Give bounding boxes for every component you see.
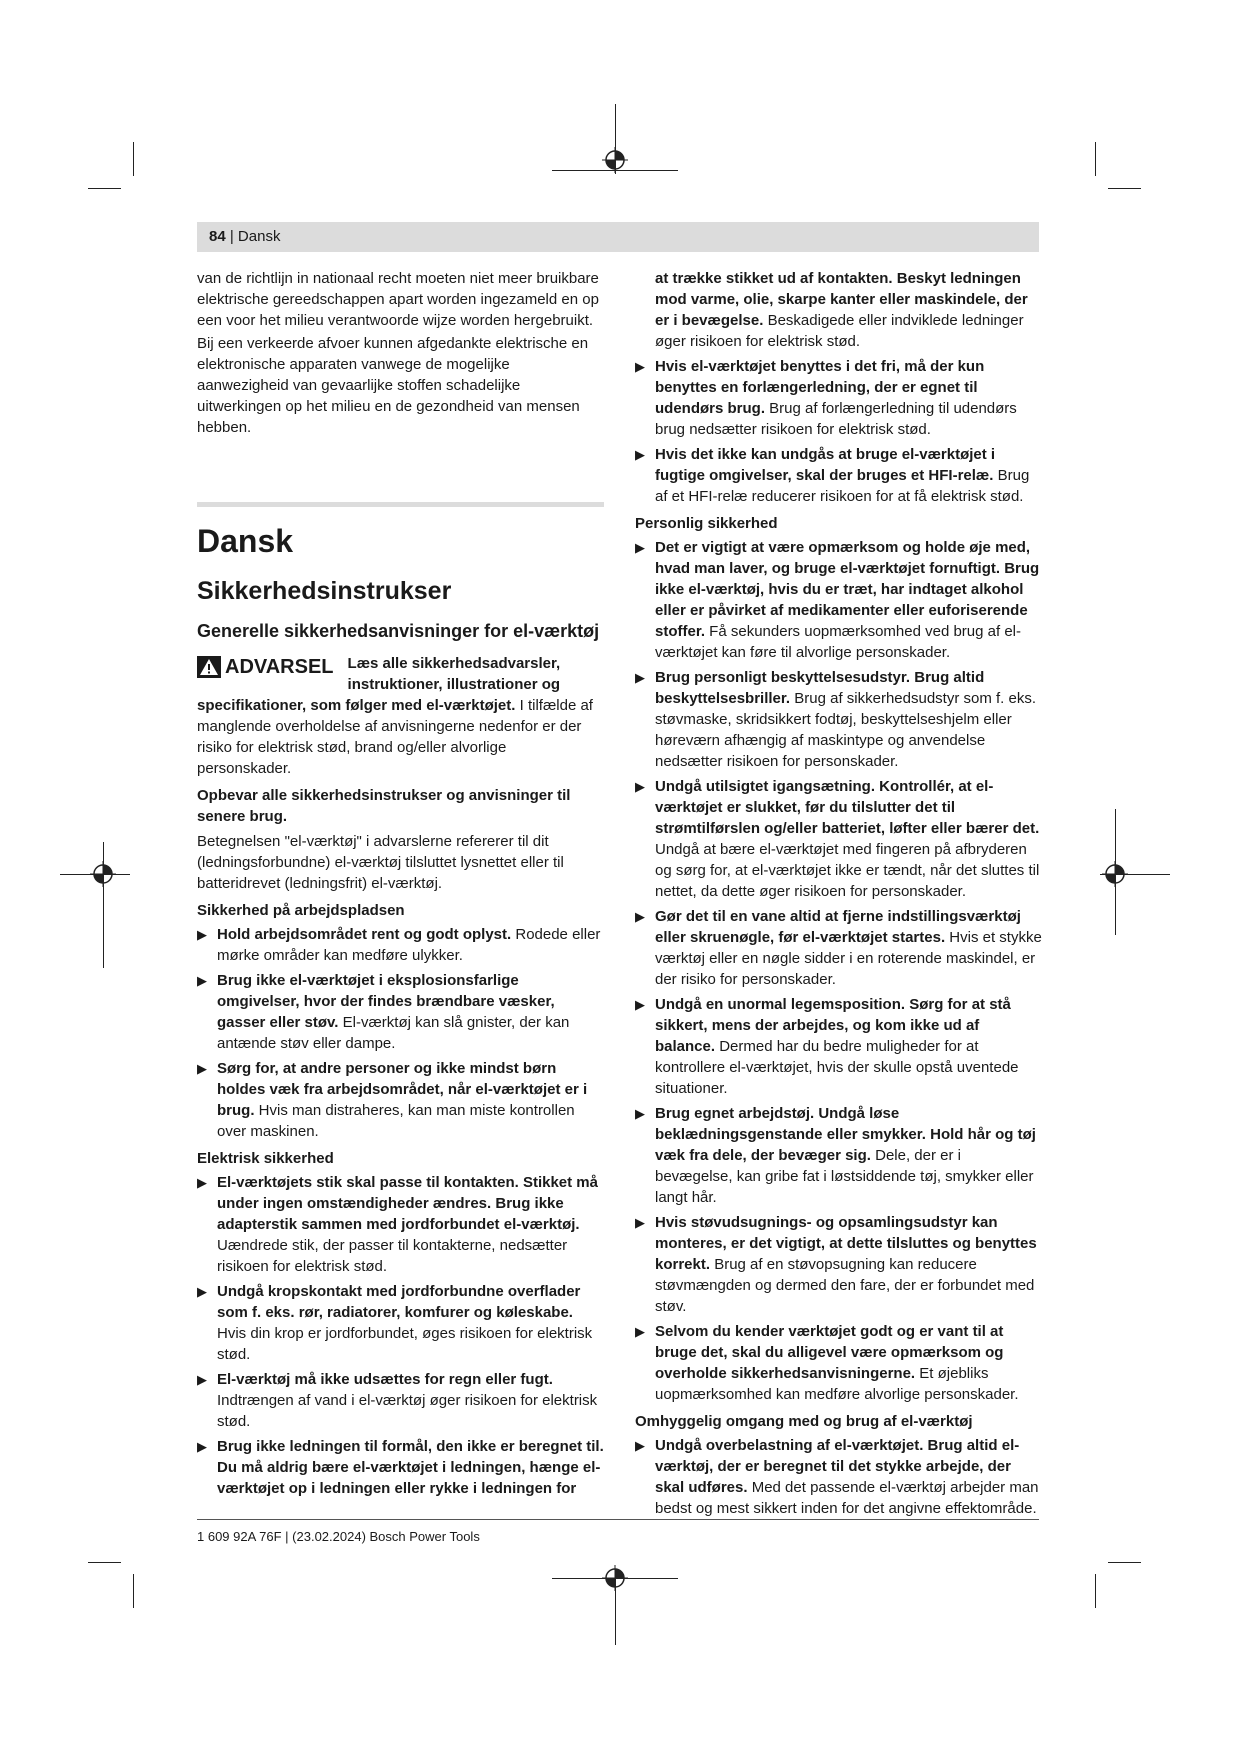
warning-triangle-icon <box>197 656 221 678</box>
warning-text: I tilfælde af manglende overholdelse af anvisningerne nedenfor er der risiko for elektrisk stød, brand og/eller alvorlige personskader. <box>197 697 593 777</box>
definition-paragraph: Betegnelsen "el-værktøj" i advarslerne refererer til dit (ledningsforbundne) el-værktøj tilsluttet lysnettet eller til batteridrevet (ledningsfrit) el-værktøj. <box>197 833 564 892</box>
item-text: Hvis din krop er jordforbundet, øges risikoen for elektrisk stød. <box>217 1325 593 1363</box>
bullet-arrow-icon: ▶ <box>635 1438 645 1453</box>
section-subtitle: Sikkerhedsinstrukser <box>197 577 452 605</box>
item-bold: Brug personligt beskyttelsesudstyr. Brug altid beskyttelsesbriller. <box>655 669 985 707</box>
registration-mark-icon <box>602 147 628 173</box>
item-bold: Gør det til en vane altid at fjerne indstillingsværktøj eller skruenøgle, før el-værktøjet startes. <box>655 908 1021 946</box>
bullet-arrow-icon: ▶ <box>635 447 645 462</box>
registration-mark-icon <box>90 861 116 887</box>
keep-note: Opbevar alle sikkerhedsinstrukser og anvisninger til senere brug. <box>197 787 571 825</box>
item-bold: Brug ikke el-værktøjet i eksplosionsfarlige omgivelser, hvor der findes brændbare væsker, gasser eller støv. <box>217 972 555 1031</box>
item-bold: Hvis el-værktøjet benyttes i det fri, må der kun benyttes en forlængerledning, der er egnet til udendørs brug. <box>655 358 985 417</box>
item-text: Beskadigede eller indviklede ledninger øger risikoen for elektrisk stød. <box>655 312 1024 350</box>
intro-paragraph: van de richtlijn in nationaal recht moeten niet meer bruikbare elektrische gereedschappen apart worden ingezameld en op een voor het milieu verantwoorde wijze worden hergebruikt. <box>197 270 599 329</box>
crop-mark <box>1108 188 1141 189</box>
list-item <box>635 268 1042 352</box>
electrical-list-continued <box>635 268 1042 507</box>
footer-divider <box>197 1519 1039 1520</box>
crop-mark <box>88 1562 121 1563</box>
header-language: Dansk <box>237 228 281 245</box>
section-subheading: Generelle sikkerhedsanvisninger for el-værktøj <box>197 621 600 641</box>
list-item <box>635 1212 1042 1317</box>
list-item <box>197 1172 604 1277</box>
crop-mark <box>1095 1574 1096 1608</box>
crop-mark <box>1095 142 1096 176</box>
bullet-arrow-icon: ▶ <box>635 997 645 1012</box>
item-text: Indtrængen af vand i el-værktøj øger risikoen for elektrisk stød. <box>217 1392 598 1430</box>
list-item <box>635 667 1042 772</box>
list-item <box>635 537 1042 663</box>
item-text: Et øjebliks uopmærksomhed kan medføre alvorlige personskader. <box>655 1365 1019 1403</box>
bullet-arrow-icon: ▶ <box>197 1284 207 1299</box>
registration-mark-icon <box>1102 861 1128 887</box>
electrical-list <box>197 1172 604 1499</box>
personal-list <box>635 537 1042 1405</box>
list-item <box>635 444 1042 507</box>
right-column <box>635 268 1042 1523</box>
page-footer: 1 609 92A 76F | (23.02.2024) Bosch Power Tools <box>197 1529 480 1544</box>
item-bold: Sørg for, at andre personer og ikke mindst børn holdes væk fra arbejdsområdet, når el-værktøjet er i brug. <box>217 1060 588 1119</box>
list-item <box>635 994 1042 1099</box>
item-bold: Hvis det ikke kan undgås at bruge el-værktøjet i fugtige omgivelser, skal der bruges et HFI-relæ. <box>655 446 996 484</box>
item-text: Brug af forlængerledning til udendørs brug nedsætter risikoen for elektrisk stød. <box>655 400 1017 438</box>
list-item <box>197 1281 604 1365</box>
warning-paragraph <box>197 653 604 779</box>
warning-label <box>197 655 334 679</box>
list-item <box>635 356 1042 440</box>
item-bold: Undgå overbelastning af el-værktøjet. Brug altid el-værktøj, der er beregnet til det stykke arbejde, der skal udføres. <box>655 1437 1020 1496</box>
item-bold: El-værktøjets stik skal passe til kontakten. Stikket må under ingen omstændigheder ændres. Brug ikke adapterstik sammen med jordforbundet el-værktøj. <box>217 1174 598 1233</box>
personal-heading: Personlig sikkerhed <box>635 515 778 532</box>
bullet-arrow-icon: ▶ <box>635 1215 645 1230</box>
bullet-arrow-icon: ▶ <box>635 1324 645 1339</box>
bullet-arrow-icon: ▶ <box>197 1175 207 1190</box>
bullet-arrow-icon: ▶ <box>197 1061 207 1076</box>
item-text: Brug af en støvopsugning kan reducere støvmængden og dermed den fare, der er forbundet med støv. <box>655 1256 1035 1315</box>
careful-heading: Omhyggelig omgang med og brug af el-værktøj <box>635 1413 973 1430</box>
item-text: Rodede eller mørke områder kan medføre ulykker. <box>217 926 601 964</box>
item-text: Hvis man distraheres, kan man miste kontrollen over maskinen. <box>217 1102 575 1140</box>
warning-label-text: ADVARSEL <box>225 656 334 678</box>
item-bold: Hold arbejdsområdet rent og godt oplyst. <box>217 926 512 943</box>
list-item <box>197 1369 604 1432</box>
crop-mark <box>133 142 134 176</box>
item-bold: Undgå en unormal legemsposition. Sørg for at stå sikkert, mens der arbejdes, og kom ikke ud af balance. <box>655 996 1011 1055</box>
item-text: Brug af et HFI-relæ reducerer risikoen for at få elektrisk stød. <box>655 467 1030 505</box>
item-text: Få sekunders uopmærksomhed ved brug af el-værktøjet kan føre til alvorlige personskader. <box>655 623 1022 661</box>
item-bold: Brug egnet arbejdstøj. Undgå løse beklædningsgenstande eller smykker. Hold hår og tøj væk fra dele, der bevæger sig. <box>655 1105 1036 1164</box>
section-divider <box>197 502 604 507</box>
item-text: Hvis et stykke værktøj eller en nøgle sidder i en roterende maskindel, er der risiko for personskader. <box>655 929 1042 988</box>
item-bold: El-værktøj må ikke udsættes for regn eller fugt. <box>217 1371 553 1388</box>
bullet-arrow-icon: ▶ <box>635 670 645 685</box>
crop-mark <box>133 1574 134 1608</box>
registration-mark-icon <box>602 1565 628 1591</box>
bullet-arrow-icon: ▶ <box>197 1439 207 1454</box>
item-bold: Selvom du kender værktøjet godt og er vant til at bruge det, skal du alligevel være opmærksom og overholde sikkerhedsanvisningerne. <box>655 1323 1004 1382</box>
item-text: Dele, der er i bevægelse, kan gribe fat i løstsiddende tøj, smykker eller langt hår. <box>655 1147 1034 1206</box>
bullet-arrow-icon: ▶ <box>635 909 645 924</box>
bullet-arrow-icon: ▶ <box>197 1372 207 1387</box>
item-bold: Hvis støvudsugnings- og opsamlingsudstyr kan monteres, er det vigtigt, at dette tilsluttes og benyttes korrekt. <box>655 1214 1037 1273</box>
crop-mark <box>88 188 121 189</box>
item-text: Brug af sikkerhedsudstyr som f. eks. støvmaske, skridsikkert fodtøj, beskyttelseshjelm eller høreværn afhængig af maskintype og anvendelse nedsætter risikoen for personskader. <box>655 690 1037 770</box>
item-text: El-værktøj kan slå gnister, der kan antænde støv eller dampe. <box>217 1014 570 1052</box>
bullet-arrow-icon: ▶ <box>635 1106 645 1121</box>
section-title: Dansk <box>197 523 294 559</box>
list-item <box>197 1436 604 1499</box>
list-item <box>635 776 1042 902</box>
careful-list <box>635 1435 1042 1519</box>
page-header <box>197 222 1039 252</box>
item-text: Undgå at bære el-værktøjet med fingeren på afbryderen og sørg for, at el-værktøjet ikke er tændt, når det sluttes til nettet, da dette øger risikoen for personskader. <box>655 841 1040 900</box>
item-bold: Undgå kropskontakt med jordforbundne overflader som f. eks. rør, radiatorer, komfurer og køleskabe. <box>217 1283 581 1321</box>
item-bold: Det er vigtigt at være opmærksom og holde øje med, hvad man laver, og bruge el-værktøjet fornuftigt. Brug ikke el-værktøj, hvis du er træt, har indtaget alkohol eller er påvirket af medikamenter eller euforiserende stoffer. <box>655 539 1040 640</box>
intro-paragraph: Bij een verkeerde afvoer kunnen afgedankte elektrische en elektronische apparaten vanwege de mogelijke aanwezigheid van gevaarlijke stoffen schadelijke uitwerkingen op het milieu en de gezondheid van mensen hebben. <box>197 335 589 436</box>
header-separator: | <box>225 228 238 245</box>
item-text: Uændrede stik, der passer til kontakterne, nedsætter risikoen for elektrisk stød. <box>217 1237 568 1275</box>
list-item <box>635 906 1042 990</box>
bullet-arrow-icon: ▶ <box>197 927 207 942</box>
page-number: 84 <box>209 228 226 245</box>
warning-bold: Læs alle sikkerhedsadvarsler, instruktioner, illustrationer og specifikationer, som følger med el-værktøjet. <box>197 655 561 714</box>
item-text: Med det passende el-værktøj arbejder man bedst og mest sikkert inden for det angivne effektområde. <box>655 1479 1039 1517</box>
bullet-arrow-icon: ▶ <box>635 779 645 794</box>
item-text: Dermed har du bedre muligheder for at kontrollere el-værktøjet, hvis der skulle opstå uventede situationer. <box>655 1038 1019 1097</box>
list-item <box>197 970 604 1054</box>
item-bold: Undgå utilsigtet igangsætning. Kontrollér, at el-værktøjet er slukket, før du tilslutter det til strømtilførslen og/eller batteriet, løfter eller bærer det. <box>655 778 1040 837</box>
list-item <box>635 1321 1042 1405</box>
bullet-arrow-icon: ▶ <box>635 359 645 374</box>
crop-mark <box>1108 1562 1141 1563</box>
list-item <box>635 1103 1042 1208</box>
item-bold: at trække stikket ud af kontakten. Beskyt ledningen mod varme, olie, skarpe kanter eller maskindele, der er i bevægelse. <box>655 270 1028 329</box>
workplace-heading: Sikkerhed på arbejdspladsen <box>197 902 405 919</box>
workplace-list <box>197 924 604 1142</box>
list-item <box>635 1435 1042 1519</box>
list-item <box>197 924 604 966</box>
left-column <box>197 268 604 1503</box>
list-item <box>197 1058 604 1142</box>
bullet-arrow-icon: ▶ <box>635 540 645 555</box>
bullet-arrow-icon: ▶ <box>197 973 207 988</box>
electrical-heading: Elektrisk sikkerhed <box>197 1150 334 1167</box>
item-bold: Brug ikke ledningen til formål, den ikke er beregnet til. Du må aldrig bære el-værktøjet i ledningen, hænge el-værktøjet op i ledningen eller rykke i ledningen for <box>217 1438 604 1497</box>
